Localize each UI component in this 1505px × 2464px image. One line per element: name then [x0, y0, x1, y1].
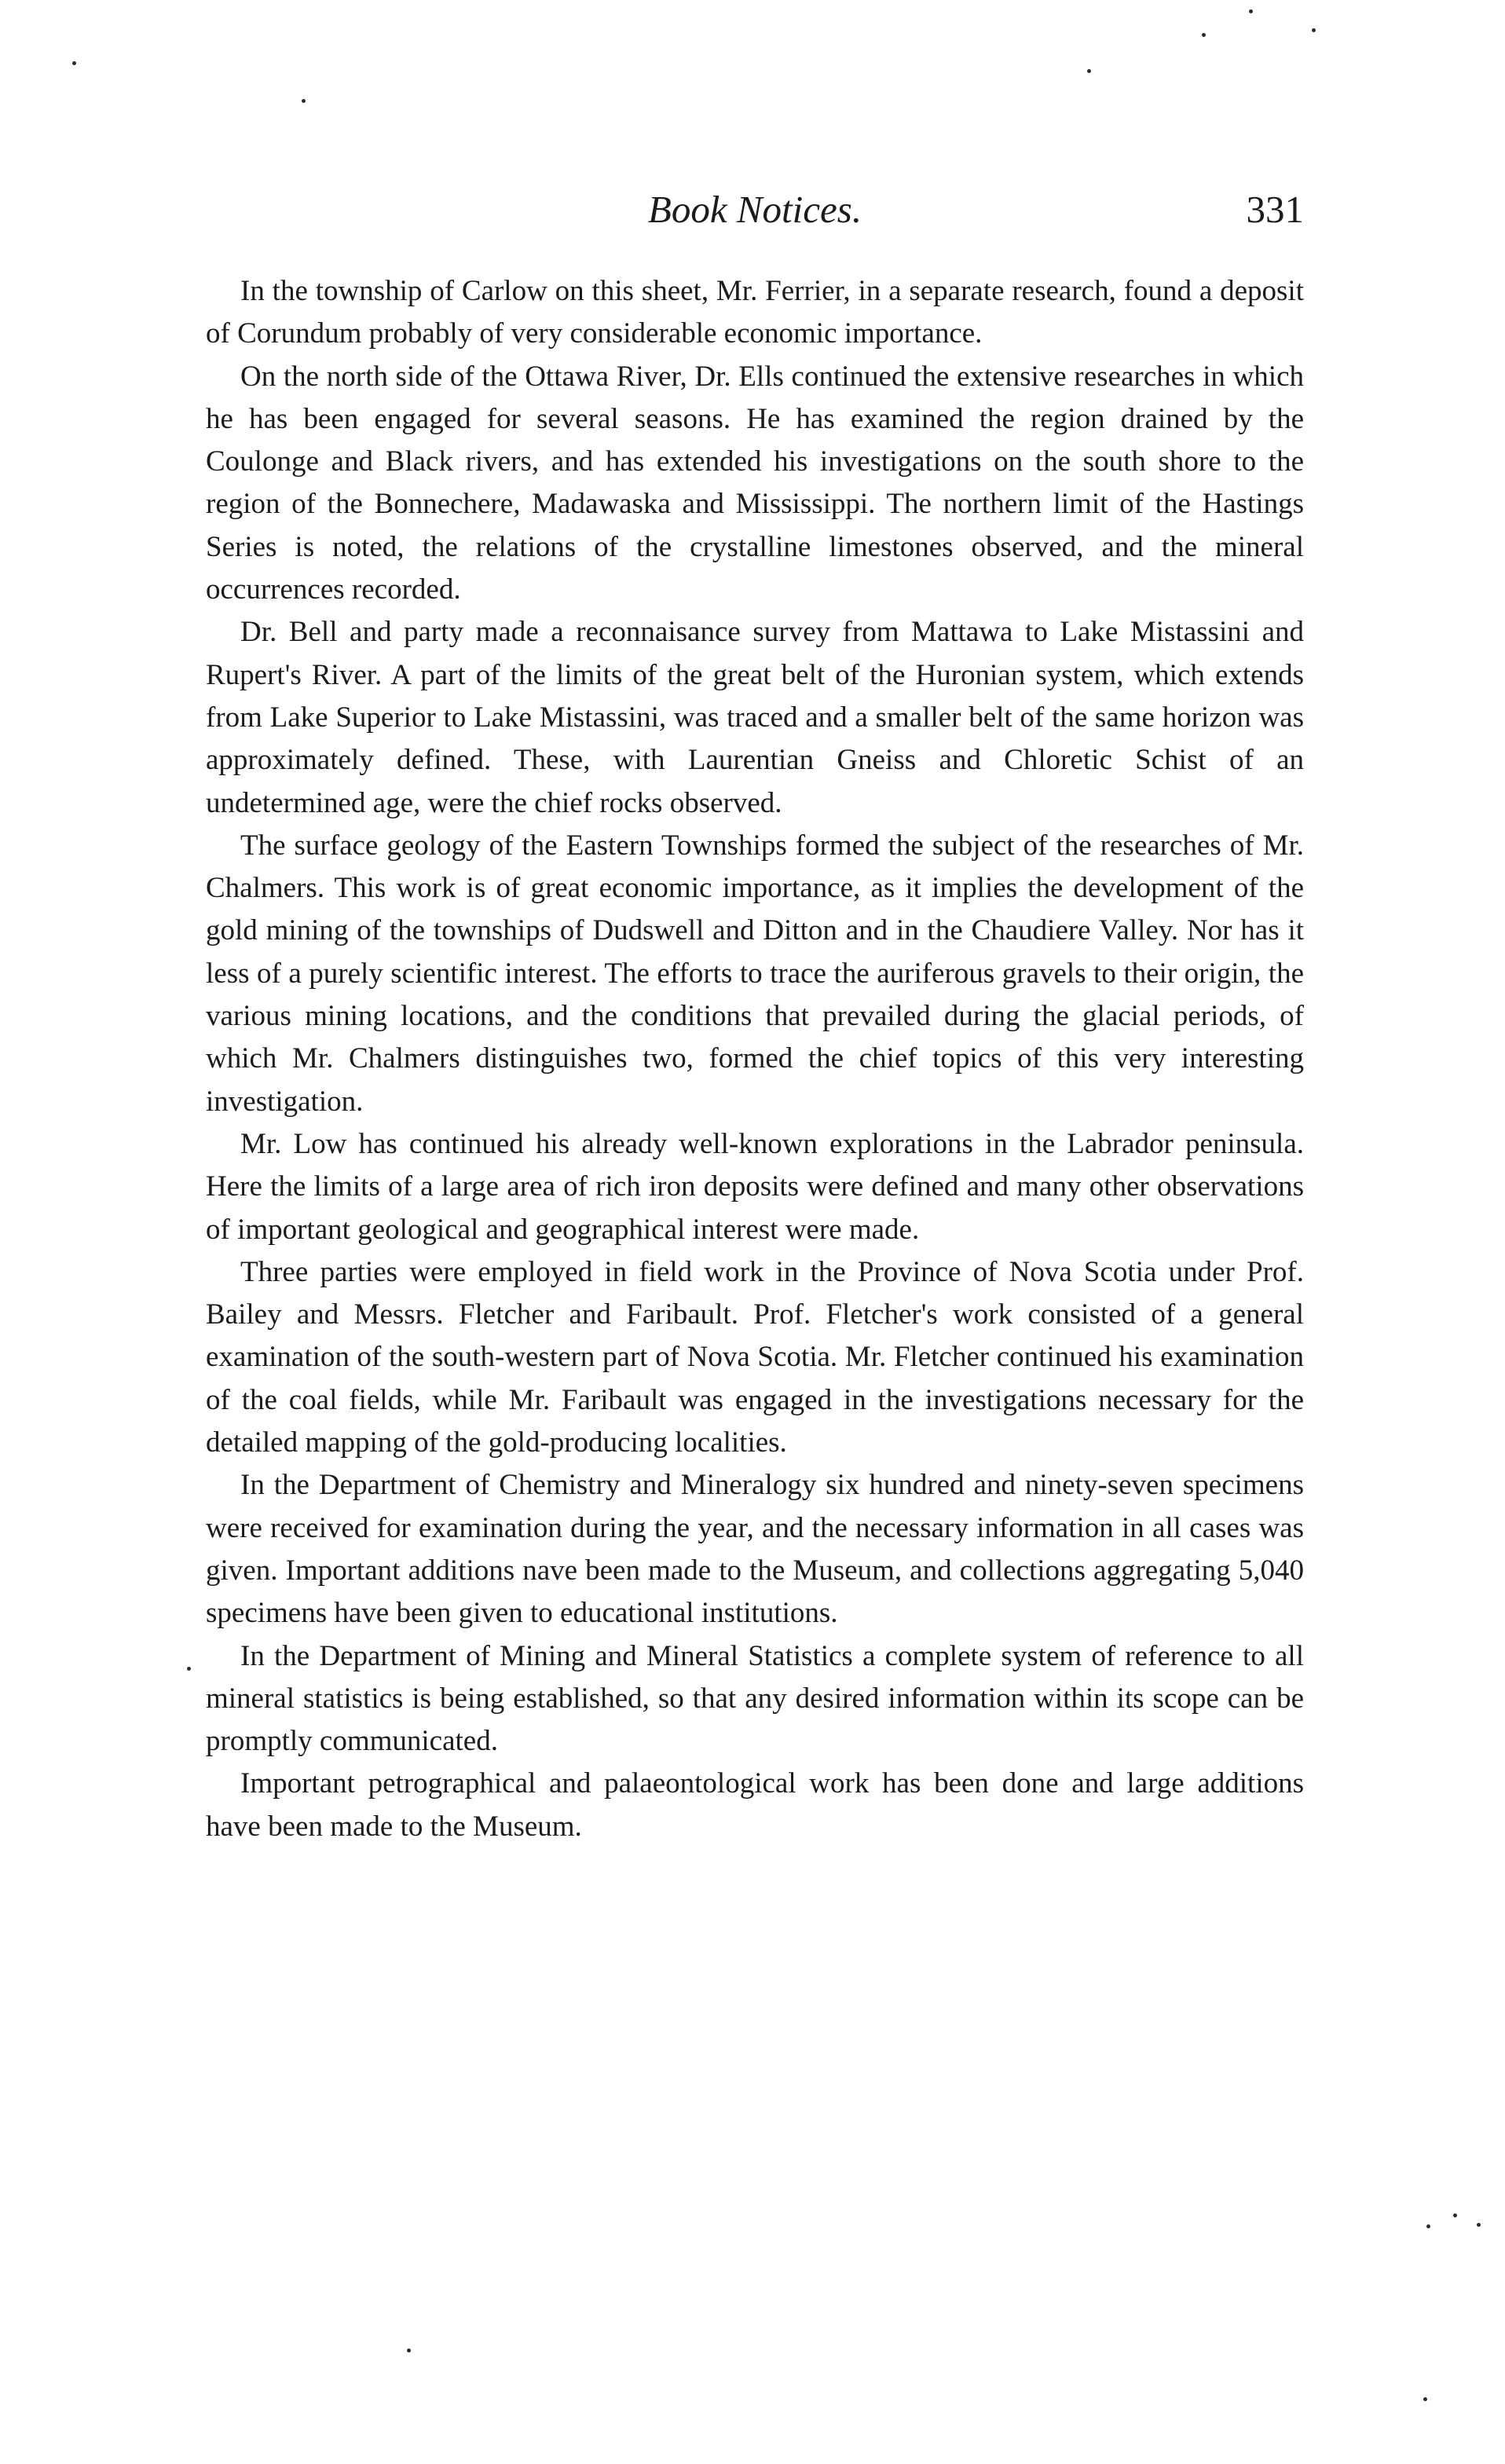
- paragraph: Mr. Low has continued his already well-known explorations in the Labrador peninsula. Here the limits of a large area of rich iron deposits were defined and many other observations of important geological and geographical interest were made.: [206, 1127, 1304, 1246]
- scan-speck: [1249, 9, 1253, 13]
- page-number: 331: [1246, 188, 1304, 231]
- scan-speck: [407, 2349, 411, 2352]
- page-header: [206, 182, 1304, 237]
- paragraph: Three parties were employed in field work in the Province of Nova Scotia under Prof. Bailey and Messrs. Fletcher and Faribault. Prof. Fletcher's work consisted of a general examination of the south-western part of Nova Scotia. Mr. Fletcher continued his examination of the coal fields, while Mr. Faribault was engaged in the investigations necessary for the detailed mapping of the gold-producing localities.: [206, 1255, 1304, 1459]
- paragraph: On the north side of the Ottawa River, Dr. Ells continued the extensive researches in which he has been engaged for several seasons. He has examined the region drained by the Coulonge and Black rivers, and has extended his investigations on the south shore to the region of the Bonnechere, Madawaska and Mississippi. The northern limit of the Hastings Series is noted, the relations of the crystalline limestones observed, and the mineral occurrences recorded.: [206, 360, 1304, 606]
- scan-speck: [1202, 33, 1206, 37]
- scan-speck: [187, 1667, 191, 1671]
- paragraph: Important petrographical and palaeontological work has been done and large additions have been made to the Museum.: [206, 1767, 1304, 1843]
- paragraph: In the township of Carlow on this sheet, Mr. Ferrier, in a separate research, found a deposit of Corundum probably of very considerable economic importance.: [206, 275, 1304, 350]
- body-text: [206, 270, 1304, 1848]
- scan-speck: [1477, 2223, 1481, 2227]
- scan-speck: [302, 99, 306, 103]
- scan-speck: [72, 61, 76, 65]
- paragraph: In the Department of Chemistry and Mineralogy six hundred and ninety-seven specimens were received for examination during the year, and the necessary information in all cases was given. Important additions nave been made to the Museum, and collections aggregating 5,040 specimens have been given to educational institutions.: [206, 1469, 1304, 1630]
- paragraph: In the Department of Mining and Mineral Statistics a complete system of reference to all mineral statistics is being established, so that any desired information within its scope can be promptly communicated.: [206, 1639, 1304, 1758]
- scan-speck: [1087, 69, 1091, 73]
- paragraph: The surface geology of the Eastern Townships formed the subject of the researches of Mr. Chalmers. This work is of great economic importance, as it implies the development of the gold mining of the townships of Dudswell and Ditton and in the Chaudiere Valley. Nor has it less of a purely scientific interest. The efforts to trace the auriferous gravels to their origin, the various mining locations, and the conditions that prevailed during the glacial periods, of which Mr. Chalmers distinguishes two, formed the chief topics of this very interesting investigation.: [206, 829, 1304, 1118]
- scan-speck: [1423, 2397, 1427, 2401]
- running-head: Book Notices.: [647, 188, 862, 231]
- paragraph: Dr. Bell and party made a reconnaisance survey from Mattawa to Lake Mistassini and Rupert's River. A part of the limits of the great belt of the Huronian system, which extends from Lake Superior to Lake Mistassini, was traced and a smaller belt of the same horizon was approximately defined. These, with Laurentian Gneiss and Chloretic Schist of an undetermined age, were the chief rocks observed.: [206, 616, 1304, 819]
- scan-speck: [1426, 2224, 1430, 2228]
- scan-speck: [1453, 2213, 1457, 2217]
- scan-speck: [1312, 28, 1316, 32]
